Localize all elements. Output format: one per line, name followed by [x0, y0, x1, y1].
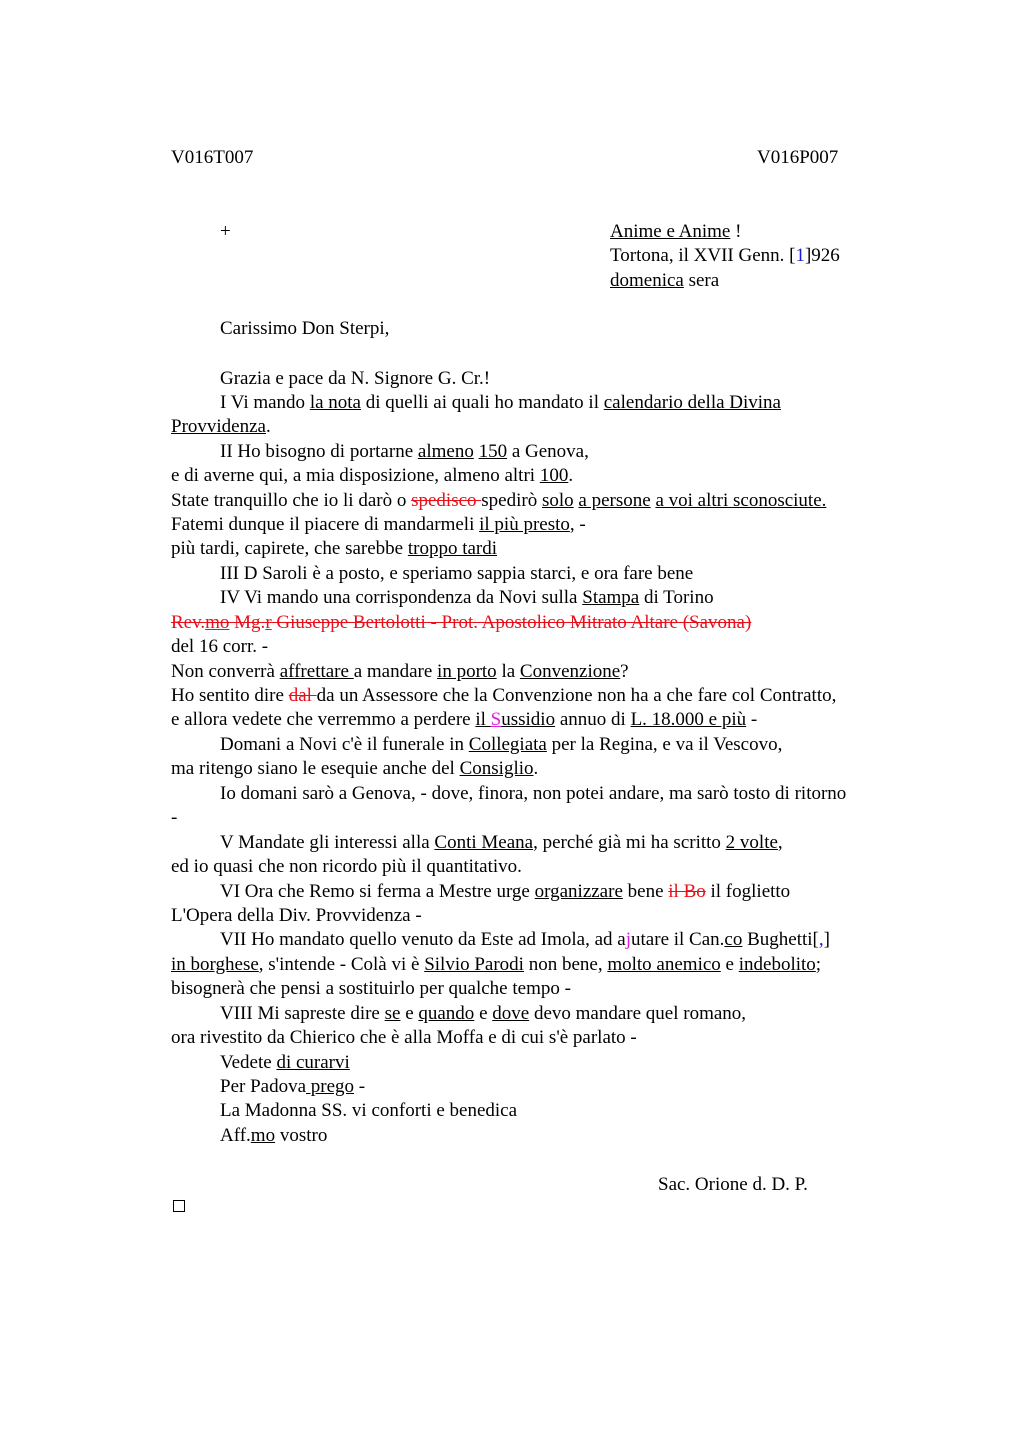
- body-line: VI Ora che Remo si ferma a Mestre urge organizzare bene il Bo il foglietto: [220, 881, 791, 902]
- body-line: più tardi, capirete, che sarebbe troppo tardi: [171, 538, 498, 559]
- body-line: III D Saroli è a posto, e speriamo sappia starci, e ora fare bene: [220, 563, 694, 584]
- body-line: e allora vedete che verremmo a perdere il Sussidio annuo di L. 18.000 e più -: [171, 709, 758, 730]
- body-line: Non converrà affrettare a mandare in porto la Convenzione?: [171, 661, 629, 682]
- dateline-place: Tortona, il XVII Genn. [1]926: [610, 245, 840, 266]
- body-line: Per Padova prego -: [220, 1076, 366, 1097]
- body-line: Aff.mo vostro: [220, 1125, 328, 1146]
- body-line: in borghese, s'intende - Colà vi è Silvio Parodi non bene, molto anemico e indebolito;: [171, 954, 822, 975]
- dateline-day: domenica sera: [610, 270, 720, 291]
- body-line: VII Ho mandato quello venuto da Este ad Imola, ad ajutare il Can.co Bughetti[,]: [220, 929, 830, 950]
- body-line: bisognerà che pensi a sostituirlo per qualche tempo -: [171, 978, 571, 999]
- header-right: V016P007: [757, 147, 839, 168]
- salutation: Carissimo Don Sterpi,: [220, 318, 390, 339]
- body-line: IV Vi mando una corrispondenza da Novi sulla Stampa di Torino: [220, 587, 714, 608]
- cross-mark: +: [220, 221, 231, 242]
- body-line: I Vi mando la nota di quelli ai quali ho mandato il calendario della Divina: [220, 392, 781, 413]
- header-left: V016T007: [171, 147, 254, 168]
- body-line: L'Opera della Div. Provvidenza -: [171, 905, 422, 926]
- signature: Sac. Orione d. D. P.: [658, 1174, 808, 1195]
- body-line: La Madonna SS. vi conforti e benedica: [220, 1100, 518, 1121]
- body-line: ed io quasi che non ricordo più il quantitativo.: [171, 856, 522, 877]
- body-line: ma ritengo siano le esequie anche del Consiglio.: [171, 758, 539, 779]
- body-line: State tranquillo che io li darò o spedisco spedirò solo a persone a voi altri sconosciute.: [171, 490, 827, 511]
- body-line: -: [171, 807, 178, 828]
- body-line: Provvidenza.: [171, 416, 271, 437]
- body-line: Ho sentito dire dal da un Assessore che la Convenzione non ha a che fare col Contratto,: [171, 685, 837, 706]
- body-line: e di averne qui, a mia disposizione, almeno altri 100.: [171, 465, 574, 486]
- body-line: Domani a Novi c'è il funerale in Collegiata per la Regina, e va il Vescovo,: [220, 734, 783, 755]
- body-line: del 16 corr. -: [171, 636, 269, 657]
- body-line: Vedete di curarvi: [220, 1052, 350, 1073]
- greeting: Grazia e pace da N. Signore G. Cr.!: [220, 368, 491, 389]
- body-line: ora rivestito da Chierico che è alla Moffa e di cui s'è parlato -: [171, 1027, 637, 1048]
- body-line: VIII Mi sapreste dire se e quando e dove devo mandare quel romano,: [220, 1003, 747, 1024]
- end-box-icon: [173, 1200, 185, 1212]
- body-line: Fatemi dunque il piacere di mandarmeli il più presto, -: [171, 514, 586, 535]
- body-line: Rev.mo Mg.r Giuseppe Bertolotti - Prot. Apostolico Mitrato Altare (Savona): [171, 612, 752, 633]
- dateline-motto: Anime e Anime !: [610, 221, 742, 242]
- body-line: V Mandate gli interessi alla Conti Meana, perché già mi ha scritto 2 volte,: [220, 832, 783, 853]
- body-line: Io domani sarò a Genova, - dove, finora, non potei andare, ma sarò tosto di ritorno: [220, 783, 847, 804]
- body-line: II Ho bisogno di portarne almeno 150 a Genova,: [220, 441, 589, 462]
